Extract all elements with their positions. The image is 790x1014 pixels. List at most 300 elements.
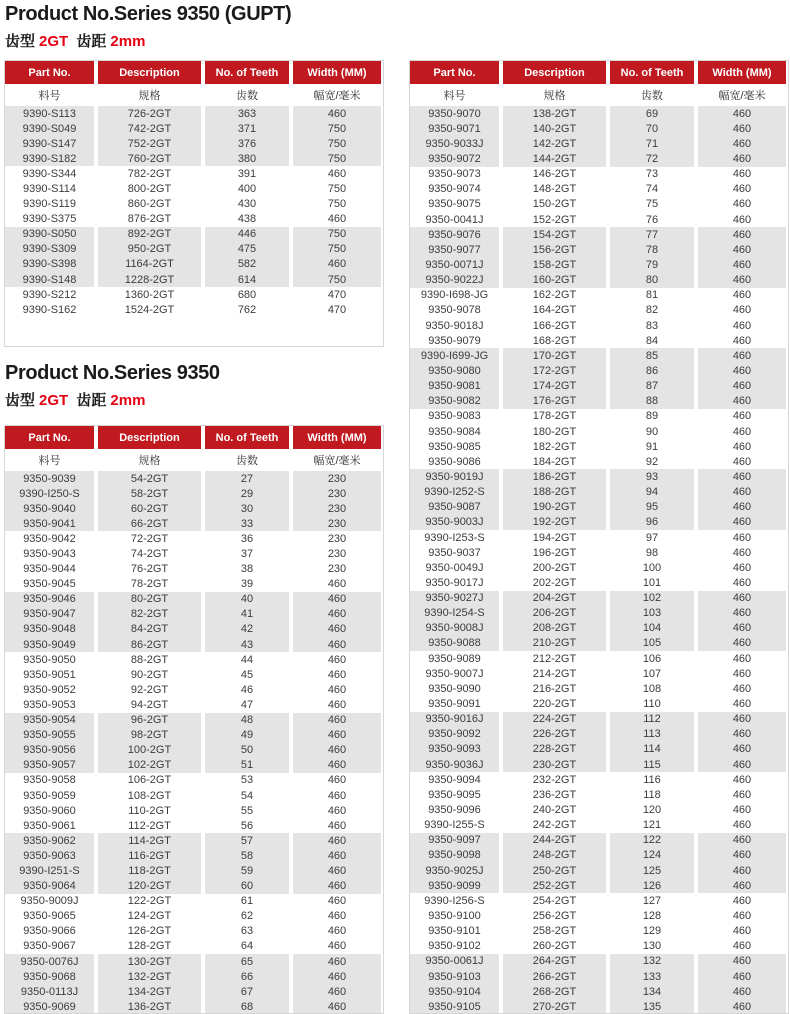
cell-part-no: 9350-9045 <box>23 578 76 591</box>
cell-part-no: 9390-I698-JG <box>420 289 489 302</box>
table-row <box>5 486 383 501</box>
cell-part-no: 9350-9088 <box>410 636 499 651</box>
cell-description: 118-2GT <box>98 863 201 878</box>
cell-no-of-teeth: 71 <box>610 136 694 151</box>
table-row <box>410 939 788 954</box>
cell-no-of-teeth: 122 <box>610 833 694 848</box>
cell-no-of-teeth: 116 <box>643 773 661 786</box>
table-row <box>410 681 788 696</box>
section1-title: Product No.Series 9350 (GUPT) <box>5 3 292 25</box>
cell-no-of-teeth: 582 <box>205 257 289 272</box>
cell-no-of-teeth: 129 <box>642 925 662 938</box>
cell-no-of-teeth: 118 <box>643 788 661 801</box>
table-row <box>5 924 383 939</box>
table-row <box>410 348 788 363</box>
cell-part-no: 9350-9089 <box>428 652 481 665</box>
cell-description: 782-2GT <box>127 167 172 180</box>
table-row <box>5 136 383 151</box>
table-subheader-row <box>5 449 383 471</box>
cell-description: 60-2GT <box>98 501 201 516</box>
cell-no-of-teeth: 36 <box>240 532 254 545</box>
cell-part-no: 9350-9073 <box>428 168 481 181</box>
cell-width-mm: 460 <box>327 167 347 180</box>
table-row <box>410 424 788 439</box>
table-row <box>410 848 788 863</box>
cell-no-of-teeth: 55 <box>240 804 254 817</box>
cell-part-no: 9350-9097 <box>410 833 499 848</box>
cell-part-no: 9390-I251-S <box>5 863 94 878</box>
column-subheader-part-no: 料号 <box>5 84 94 106</box>
cell-no-of-teeth: 75 <box>645 198 659 211</box>
cell-description: 208-2GT <box>503 621 606 636</box>
cell-part-no: 9350-9074 <box>428 183 481 196</box>
column-subheader-width-mm: 幅宽/毫米 <box>293 449 381 471</box>
cell-part-no: 9390-S309 <box>5 242 94 257</box>
cell-description: 210-2GT <box>503 636 606 651</box>
cell-description: 150-2GT <box>532 198 577 211</box>
cell-description: 134-2GT <box>98 984 201 999</box>
cell-width-mm: 460 <box>327 653 347 666</box>
cell-no-of-teeth: 59 <box>205 863 289 878</box>
cell-description: 92-2GT <box>130 683 169 696</box>
cell-description: 876-2GT <box>127 213 172 226</box>
cell-part-no: 9350-9093 <box>410 742 499 757</box>
cell-no-of-teeth: 57 <box>205 833 289 848</box>
cell-width-mm: 460 <box>327 578 347 591</box>
table-row <box>5 984 383 999</box>
cell-description: 752-2GT <box>98 136 201 151</box>
cell-description: 178-2GT <box>532 410 577 423</box>
cell-width-mm: 460 <box>698 727 786 742</box>
section2-subtitle <box>5 389 149 410</box>
cell-no-of-teeth: 376 <box>205 136 289 151</box>
cell-description: 146-2GT <box>532 168 577 181</box>
table-row <box>5 501 383 516</box>
cell-description: 154-2GT <box>503 227 606 242</box>
cell-width-mm: 230 <box>327 563 347 576</box>
cell-width-mm: 460 <box>732 682 752 695</box>
cell-no-of-teeth: 94 <box>610 485 694 500</box>
cell-part-no: 9350-9055 <box>5 728 94 743</box>
cell-width-mm: 460 <box>698 969 786 984</box>
cell-description: 72-2GT <box>130 532 169 545</box>
section1-subtitle <box>5 30 149 51</box>
column-header-part-no: Part No. <box>410 61 499 84</box>
table-row <box>5 516 383 531</box>
cell-width-mm: 460 <box>327 213 347 226</box>
cell-description: 216-2GT <box>532 682 577 695</box>
cell-width-mm: 460 <box>732 819 752 832</box>
cell-description: 94-2GT <box>130 698 169 711</box>
cell-description: 110-2GT <box>128 804 171 817</box>
cell-no-of-teeth: 100 <box>642 561 662 574</box>
cell-part-no: 9350-9061 <box>23 819 76 832</box>
cell-no-of-teeth: 80 <box>610 273 694 288</box>
cell-description: 252-2GT <box>503 878 606 893</box>
table-row <box>5 577 383 592</box>
cell-width-mm: 460 <box>698 348 786 363</box>
cell-no-of-teeth: 400 <box>237 183 257 196</box>
cell-width-mm: 460 <box>327 683 347 696</box>
cell-width-mm: 460 <box>732 304 752 317</box>
cell-part-no: 9350-0076J <box>5 954 94 969</box>
cell-no-of-teeth: 42 <box>205 622 289 637</box>
cell-no-of-teeth: 680 <box>237 288 257 301</box>
cell-part-no: 9390-S212 <box>22 288 77 301</box>
cell-part-no: 9390-S162 <box>22 303 77 316</box>
table-subheader-row <box>5 84 383 106</box>
cell-description: 136-2GT <box>98 999 201 1014</box>
column-subheader-no-of-teeth: 齿数 <box>205 449 289 471</box>
cell-description: 176-2GT <box>503 394 606 409</box>
cell-description: 120-2GT <box>98 879 201 894</box>
table-row <box>5 181 383 196</box>
cell-width-mm: 460 <box>293 863 381 878</box>
cell-part-no: 9350-9044 <box>23 563 76 576</box>
cell-no-of-teeth: 110 <box>643 698 661 711</box>
cell-description: 264-2GT <box>503 954 606 969</box>
table-row <box>5 863 383 878</box>
cell-description: 164-2GT <box>532 304 577 317</box>
cell-description: 256-2GT <box>532 910 577 923</box>
cell-part-no: 9350-9080 <box>410 363 499 378</box>
table-header-row <box>410 61 788 84</box>
table-row <box>410 439 788 454</box>
cell-part-no: 9350-9064 <box>5 879 94 894</box>
cell-width-mm: 460 <box>732 425 752 438</box>
cell-description: 950-2GT <box>98 242 201 257</box>
table-row <box>5 999 383 1014</box>
table-row <box>410 908 788 923</box>
cell-part-no: 9350-9025J <box>410 863 499 878</box>
table-row <box>410 954 788 969</box>
series-9350-table-right <box>409 60 789 1014</box>
cell-width-mm: 460 <box>698 136 786 151</box>
cell-no-of-teeth: 66 <box>205 969 289 984</box>
cell-width-mm: 460 <box>293 728 381 743</box>
table-row <box>410 303 788 318</box>
cell-part-no: 9350-9033J <box>410 136 499 151</box>
cell-part-no: 9350-9094 <box>428 773 481 786</box>
cell-no-of-teeth: 44 <box>240 653 254 666</box>
cell-part-no: 9350-9008J <box>410 621 499 636</box>
cell-width-mm: 460 <box>698 606 786 621</box>
cell-no-of-teeth: 72 <box>610 151 694 166</box>
cell-part-no: 9350-9077 <box>410 242 499 257</box>
cell-width-mm: 230 <box>327 532 347 545</box>
table-row <box>410 818 788 833</box>
table-row <box>5 758 383 773</box>
cell-description: 214-2GT <box>532 667 577 680</box>
cell-part-no: 9390-I252-S <box>410 485 499 500</box>
cell-description: 76-2GT <box>130 563 169 576</box>
cell-no-of-teeth: 86 <box>610 363 694 378</box>
table-row <box>410 469 788 484</box>
table-row <box>410 893 788 908</box>
tooth-pitch-value: 2mm <box>110 392 146 409</box>
table-row <box>5 607 383 622</box>
cell-no-of-teeth: 92 <box>645 455 659 468</box>
cell-description: 244-2GT <box>503 833 606 848</box>
column-header-part-no: Part No. <box>5 61 94 84</box>
cell-description: 196-2GT <box>532 546 577 559</box>
cell-width-mm: 460 <box>698 515 786 530</box>
column-subheader-description: 规格 <box>503 84 606 106</box>
cell-no-of-teeth: 130 <box>642 940 662 953</box>
cell-part-no: 9350-9095 <box>428 788 481 801</box>
cell-part-no: 9350-0071J <box>410 257 499 272</box>
cell-part-no: 9350-9057 <box>5 758 94 773</box>
table-row <box>410 454 788 469</box>
cell-no-of-teeth: 107 <box>642 667 662 680</box>
cell-description: 152-2GT <box>532 213 577 226</box>
table-row <box>5 879 383 894</box>
cell-width-mm: 460 <box>698 591 786 606</box>
table-row <box>410 167 788 182</box>
cell-description: 114-2GT <box>98 833 201 848</box>
cell-width-mm: 460 <box>698 712 786 727</box>
cell-part-no: 9390-I255-S <box>424 819 485 832</box>
table-row <box>5 272 383 287</box>
cell-width-mm: 460 <box>698 999 786 1014</box>
cell-description: 800-2GT <box>127 183 172 196</box>
table-row <box>410 712 788 727</box>
cell-no-of-teeth: 30 <box>205 501 289 516</box>
cell-width-mm: 750 <box>293 121 381 136</box>
cell-width-mm: 460 <box>698 878 786 893</box>
cell-no-of-teeth: 49 <box>205 728 289 743</box>
cell-no-of-teeth: 101 <box>642 576 662 589</box>
cell-description: 132-2GT <box>98 969 201 984</box>
cell-description: 226-2GT <box>503 727 606 742</box>
table-row <box>410 666 788 681</box>
cell-no-of-teeth: 125 <box>610 863 694 878</box>
cell-part-no: 9390-I699-JG <box>410 348 499 363</box>
cell-width-mm: 460 <box>732 289 752 302</box>
tooth-type-value: 2GT <box>39 33 69 50</box>
cell-part-no: 9390-S182 <box>5 151 94 166</box>
cell-no-of-teeth: 68 <box>205 999 289 1014</box>
cell-width-mm: 460 <box>698 469 786 484</box>
cell-no-of-teeth: 103 <box>610 606 694 621</box>
cell-description: 80-2GT <box>98 592 201 607</box>
cell-width-mm: 460 <box>327 698 347 711</box>
table-row <box>5 697 383 712</box>
cell-no-of-teeth: 61 <box>240 895 254 908</box>
cell-description: 78-2GT <box>130 578 169 591</box>
cell-part-no: 9390-S148 <box>5 272 94 287</box>
cell-part-no: 9350-9039 <box>5 471 94 486</box>
cell-width-mm: 460 <box>698 863 786 878</box>
cell-width-mm: 460 <box>327 804 347 817</box>
cell-no-of-teeth: 38 <box>240 563 254 576</box>
table-row <box>410 379 788 394</box>
table-row <box>410 742 788 757</box>
cell-width-mm: 750 <box>293 242 381 257</box>
cell-width-mm: 460 <box>698 363 786 378</box>
cell-description: 184-2GT <box>532 455 577 468</box>
cell-width-mm: 460 <box>732 910 752 923</box>
cell-width-mm: 460 <box>698 151 786 166</box>
cell-no-of-teeth: 112 <box>610 712 694 727</box>
table-row <box>410 545 788 560</box>
column-subheader-width-mm: 幅宽/毫米 <box>698 84 786 106</box>
cell-width-mm: 750 <box>293 272 381 287</box>
cell-no-of-teeth: 39 <box>240 578 254 591</box>
table-row <box>5 106 383 121</box>
cell-part-no: 9350-9069 <box>5 999 94 1014</box>
cell-no-of-teeth: 37 <box>240 548 254 561</box>
cell-description: 156-2GT <box>503 242 606 257</box>
cell-width-mm: 470 <box>327 288 347 301</box>
column-subheader-no-of-teeth: 齿数 <box>205 84 289 106</box>
cell-description: 250-2GT <box>503 863 606 878</box>
column-subheader-no-of-teeth: 齿数 <box>610 84 694 106</box>
cell-no-of-teeth: 104 <box>610 621 694 636</box>
cell-part-no: 9350-9087 <box>410 500 499 515</box>
cell-no-of-teeth: 69 <box>610 106 694 121</box>
table-row <box>410 636 788 651</box>
cell-part-no: 9350-9059 <box>23 789 76 802</box>
cell-description: 98-2GT <box>98 728 201 743</box>
cell-no-of-teeth: 46 <box>240 683 254 696</box>
cell-part-no: 9350-9047 <box>5 607 94 622</box>
cell-width-mm: 460 <box>732 925 752 938</box>
table-row <box>5 728 383 743</box>
cell-width-mm: 230 <box>327 548 347 561</box>
cell-description: 248-2GT <box>503 848 606 863</box>
table-row <box>5 652 383 667</box>
cell-width-mm: 460 <box>732 168 752 181</box>
cell-no-of-teeth: 430 <box>237 198 257 211</box>
cell-width-mm: 460 <box>327 895 347 908</box>
cell-width-mm: 460 <box>327 925 347 938</box>
cell-part-no: 9350-9102 <box>428 940 481 953</box>
table-row <box>410 485 788 500</box>
table-row <box>410 318 788 333</box>
cell-part-no: 9350-9065 <box>23 910 76 923</box>
cell-part-no: 9350-9086 <box>428 455 481 468</box>
cell-width-mm: 460 <box>732 183 752 196</box>
cell-no-of-teeth: 40 <box>205 592 289 607</box>
cell-part-no: 9350-9104 <box>410 984 499 999</box>
cell-description: 212-2GT <box>532 652 577 665</box>
table-row <box>5 954 383 969</box>
cell-part-no: 9350-9083 <box>428 410 481 423</box>
cell-width-mm: 460 <box>293 622 381 637</box>
cell-width-mm: 460 <box>732 213 752 226</box>
cell-width-mm: 460 <box>698 984 786 999</box>
cell-width-mm: 750 <box>293 227 381 242</box>
cell-part-no: 9350-9048 <box>5 622 94 637</box>
cell-width-mm: 230 <box>293 486 381 501</box>
cell-part-no: 9350-9084 <box>428 425 481 438</box>
cell-description: 742-2GT <box>98 121 201 136</box>
cell-no-of-teeth: 121 <box>642 819 662 832</box>
cell-part-no: 9350-9060 <box>23 804 76 817</box>
cell-description: 160-2GT <box>503 273 606 288</box>
cell-part-no: 9350-9096 <box>428 804 481 817</box>
cell-width-mm: 460 <box>293 758 381 773</box>
table-row <box>5 637 383 652</box>
cell-no-of-teeth: 363 <box>205 106 289 121</box>
cell-part-no: 9350-9105 <box>410 999 499 1014</box>
cell-description: 148-2GT <box>532 183 577 196</box>
cell-no-of-teeth: 614 <box>205 272 289 287</box>
column-subheader-width-mm: 幅宽/毫米 <box>293 84 381 106</box>
table-row <box>410 999 788 1014</box>
cell-part-no: 9390-I253-S <box>424 531 485 544</box>
table-row <box>5 197 383 212</box>
table-row <box>410 257 788 272</box>
table-row <box>5 682 383 697</box>
cell-part-no: 9350-9041 <box>5 516 94 531</box>
cell-no-of-teeth: 67 <box>205 984 289 999</box>
cell-width-mm: 460 <box>293 984 381 999</box>
table-row <box>410 500 788 515</box>
cell-description: 760-2GT <box>98 151 201 166</box>
cell-part-no: 9350-9103 <box>410 969 499 984</box>
cell-no-of-teeth: 45 <box>240 668 254 681</box>
cell-no-of-teeth: 446 <box>205 227 289 242</box>
cell-description: 180-2GT <box>532 425 577 438</box>
cell-part-no: 9390-I250-S <box>5 486 94 501</box>
table-row <box>5 939 383 954</box>
cell-description: 1360-2GT <box>124 288 175 301</box>
cell-part-no: 9350-9070 <box>410 106 499 121</box>
cell-width-mm: 460 <box>732 804 752 817</box>
cell-description: 892-2GT <box>98 227 201 242</box>
cell-no-of-teeth: 475 <box>205 242 289 257</box>
column-header-width-mm: Width (MM) <box>293 61 381 84</box>
cell-no-of-teeth: 133 <box>610 969 694 984</box>
cell-no-of-teeth: 82 <box>645 304 659 317</box>
cell-part-no: 9350-9085 <box>428 440 481 453</box>
table-row <box>410 878 788 893</box>
cell-no-of-teeth: 65 <box>205 954 289 969</box>
cell-width-mm: 460 <box>732 576 752 589</box>
cell-width-mm: 460 <box>698 257 786 272</box>
table-header-row <box>5 426 383 449</box>
cell-description: 200-2GT <box>532 561 577 574</box>
cell-part-no: 9350-9003J <box>410 515 499 530</box>
cell-no-of-teeth: 81 <box>645 289 659 302</box>
table-row <box>5 562 383 577</box>
cell-description: 128-2GT <box>127 940 172 953</box>
table-row <box>410 197 788 212</box>
cell-no-of-teeth: 76 <box>645 213 659 226</box>
table-row <box>5 302 383 317</box>
table-row <box>410 106 788 121</box>
cell-description: 240-2GT <box>532 804 577 817</box>
tooth-pitch-label: 齿距 <box>76 33 107 50</box>
cell-width-mm: 460 <box>698 757 786 772</box>
cell-no-of-teeth: 79 <box>610 257 694 272</box>
table-row <box>5 818 383 833</box>
table-row <box>410 409 788 424</box>
cell-part-no: 9350-9053 <box>23 698 76 711</box>
cell-width-mm: 460 <box>698 379 786 394</box>
cell-part-no: 9350-9054 <box>5 713 94 728</box>
cell-no-of-teeth: 51 <box>205 758 289 773</box>
cell-no-of-teeth: 64 <box>240 940 254 953</box>
cell-no-of-teeth: 87 <box>610 379 694 394</box>
table-row <box>410 333 788 348</box>
cell-part-no: 9350-9071 <box>410 121 499 136</box>
cell-description: 82-2GT <box>98 607 201 622</box>
cell-width-mm: 460 <box>732 698 752 711</box>
tooth-pitch-label: 齿距 <box>76 392 107 409</box>
